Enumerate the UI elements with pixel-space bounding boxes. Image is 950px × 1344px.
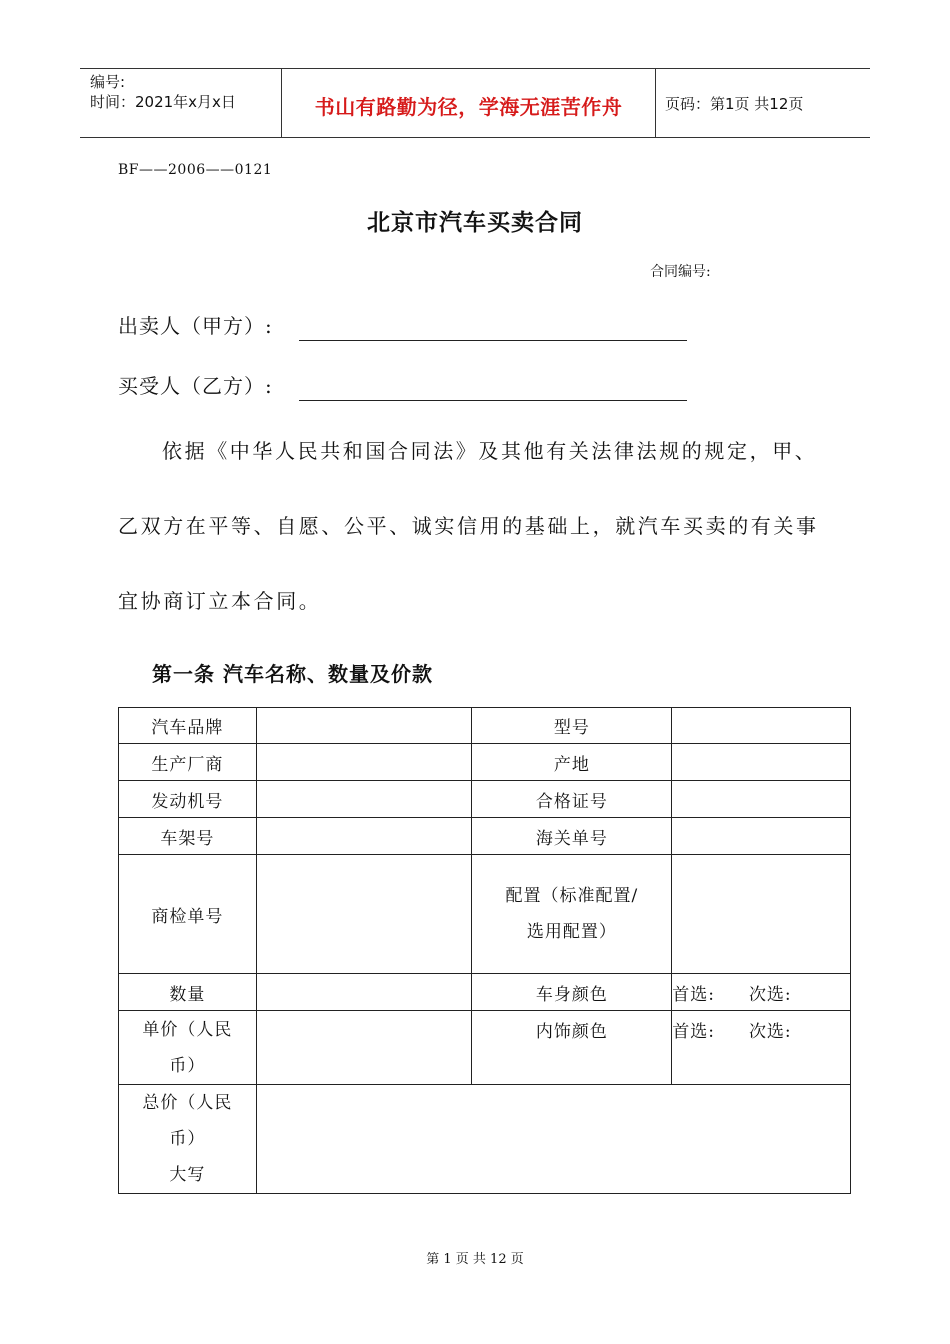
document-title: 北京市汽车买卖合同 xyxy=(367,209,583,236)
seller-field xyxy=(118,310,273,339)
configuration-label-line: 配置（标准配置/ xyxy=(505,886,639,906)
manufacturer-label: 生产厂商 xyxy=(119,744,257,781)
table-row xyxy=(119,744,851,781)
model-label: 型号 xyxy=(472,708,672,744)
intro-paragraph-line: 宜协商订立本合同。 xyxy=(118,589,322,613)
vehicle-spec-table xyxy=(118,707,851,1194)
inspection-number-label: 商检单号 xyxy=(119,855,257,974)
table-row xyxy=(119,1011,851,1085)
unit-price-label-line: 币） xyxy=(169,1055,206,1076)
origin-value-cell[interactable] xyxy=(672,744,851,781)
total-price-label-line: 总价（人民 xyxy=(142,1093,233,1113)
frame-number-label: 车架号 xyxy=(119,818,257,855)
time-label: 时间：2021年x月x日 xyxy=(90,93,236,111)
page-header xyxy=(80,68,870,138)
table-row xyxy=(119,855,851,974)
customs-number-label: 海关单号 xyxy=(472,818,672,855)
customs-number-value-cell[interactable] xyxy=(672,818,851,855)
quantity-value-cell[interactable] xyxy=(256,974,472,1011)
brand-label: 汽车品牌 xyxy=(119,708,257,744)
body-color-label: 车身颜色 xyxy=(472,974,672,1011)
quantity-label: 数量 xyxy=(119,974,257,1011)
certificate-number-value-cell[interactable] xyxy=(672,781,851,818)
first-choice-label: 首选: xyxy=(672,1022,715,1042)
interior-color-label: 内饰颜色 xyxy=(472,1011,672,1085)
contract-number-label: 合同编号: xyxy=(650,264,711,280)
brand-value-cell[interactable] xyxy=(256,708,472,744)
table-row xyxy=(119,1085,851,1194)
total-price-label-line: 大写 xyxy=(169,1165,206,1185)
buyer-label: 买受人（乙方）: xyxy=(118,374,273,398)
table-row xyxy=(119,818,851,855)
first-choice-label: 首选: xyxy=(672,984,715,1005)
model-value-cell[interactable] xyxy=(672,708,851,744)
seller-label: 出卖人（甲方）: xyxy=(118,314,273,338)
engine-number-label: 发动机号 xyxy=(119,781,257,818)
unit-price-label-line: 单价（人民 xyxy=(142,1019,233,1040)
interior-color-choice-cell[interactable] xyxy=(672,1011,851,1085)
body-color-choice-cell[interactable] xyxy=(672,974,851,1011)
intro-paragraph-line: 依据《中华人民共和国合同法》及其他有关法律法规的规定，甲、 xyxy=(162,439,818,463)
table-row xyxy=(119,974,851,1011)
header-divider xyxy=(655,69,656,137)
second-choice-label: 次选: xyxy=(748,984,792,1005)
table-row xyxy=(119,708,851,744)
origin-label: 产地 xyxy=(472,744,672,781)
table-row xyxy=(119,781,851,818)
unit-price-value-cell[interactable] xyxy=(256,1011,472,1085)
article-1-heading: 第一条 汽车名称、数量及价款 xyxy=(152,662,433,686)
total-price-value-cell[interactable] xyxy=(256,1085,850,1194)
engine-number-value-cell[interactable] xyxy=(256,781,472,818)
unit-price-label xyxy=(119,1011,257,1085)
page-footer: 第 1 页 共 12 页 xyxy=(426,1252,524,1267)
manufacturer-value-cell[interactable] xyxy=(256,744,472,781)
total-price-label xyxy=(119,1085,257,1194)
seller-blank-line[interactable] xyxy=(299,340,687,341)
frame-number-value-cell[interactable] xyxy=(256,818,472,855)
inspection-number-value-cell[interactable] xyxy=(256,855,472,974)
header-motto: 书山有路勤为径，学海无涯苦作舟 xyxy=(314,95,623,119)
total-price-label-line: 币） xyxy=(169,1129,206,1149)
header-page-label: 页码：第1页 共12页 xyxy=(665,95,804,113)
buyer-blank-line[interactable] xyxy=(299,400,687,401)
intro-paragraph-line: 乙双方在平等、自愿、公平、诚实信用的基础上，就汽车买卖的有关事 xyxy=(118,514,819,538)
header-meta xyxy=(90,72,236,112)
second-choice-label: 次选: xyxy=(748,1022,792,1042)
configuration-label-line: 选用配置） xyxy=(526,922,617,942)
serial-label: 编号: xyxy=(90,73,126,91)
certificate-number-label: 合格证号 xyxy=(472,781,672,818)
configuration-label xyxy=(472,855,672,974)
buyer-field xyxy=(118,370,273,399)
document-code: BF——2006——0121 xyxy=(118,162,273,178)
configuration-value-cell[interactable] xyxy=(672,855,851,974)
